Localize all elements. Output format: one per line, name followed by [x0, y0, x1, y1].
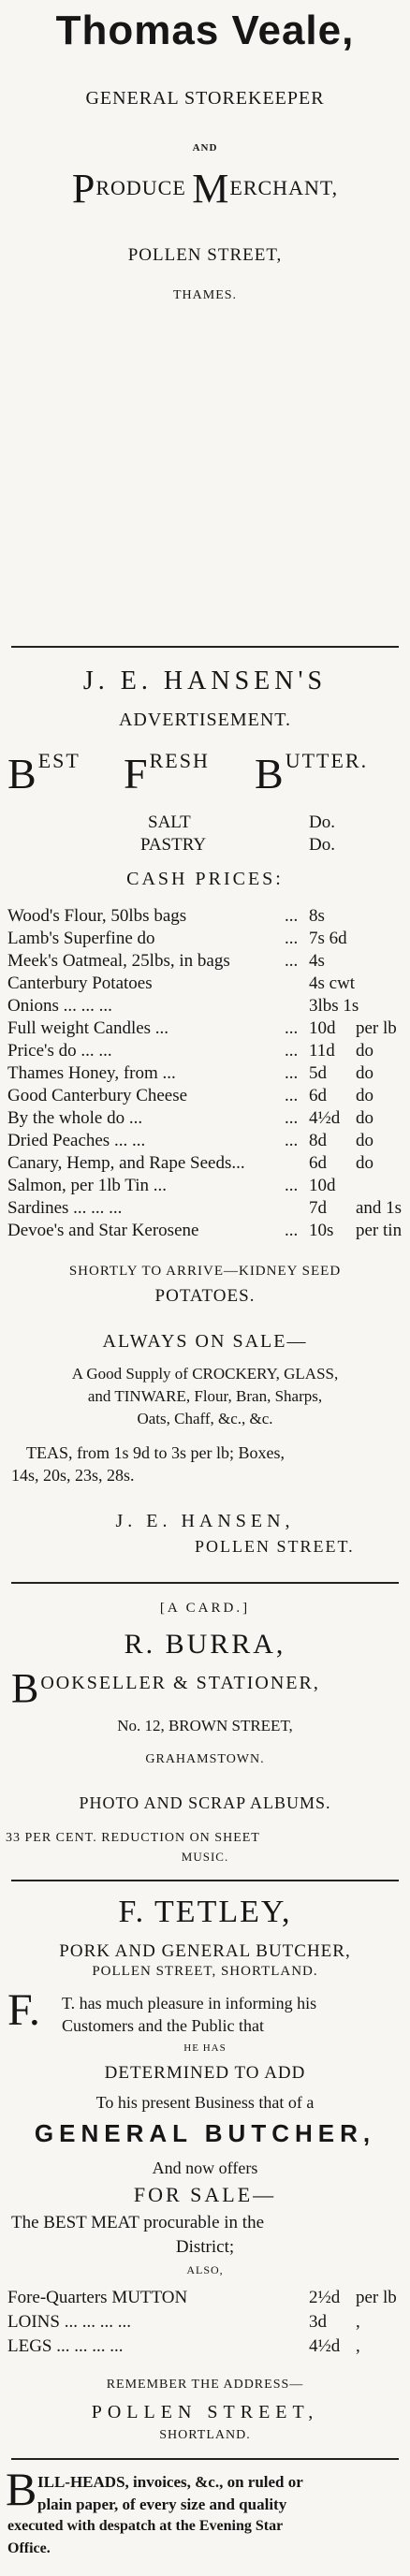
burra-music: MUSIC.	[181, 1850, 229, 1864]
teas-line1: TEAS, from 1s 9d to 3s per lb; Boxes,	[26, 1443, 285, 1462]
always-on-sale: ALWAYS ON SALE—	[102, 1331, 308, 1352]
veale-merchant: ERCHANT,	[229, 176, 339, 199]
hansen-butter-line	[7, 749, 403, 805]
supply-line2: and TINWARE, Flour, Bran, Sharps,	[87, 1387, 323, 1405]
veale-line2	[0, 165, 410, 212]
tetley-name: F. TETLEY,	[118, 1895, 292, 1929]
veale-town: THAMES.	[172, 288, 238, 302]
item-name: Price's do ... ...	[7, 1041, 112, 1061]
item-price: 11d	[309, 1041, 335, 1061]
teas-line2: 14s, 20s, 23s, 28s.	[11, 1466, 135, 1485]
burra-albums: PHOTO AND SCRAP ALBUMS.	[79, 1793, 331, 1812]
item-name: Onions ... ... ...	[7, 996, 112, 1016]
billheads-l4: Office.	[7, 2540, 51, 2556]
item-unit: do	[356, 1108, 373, 1128]
divider	[11, 646, 399, 648]
item-price: 4s cwt	[309, 973, 356, 993]
item-price: 4½d	[309, 2336, 341, 2356]
salt-label: SALT	[148, 812, 191, 832]
burra-cap: B	[11, 1665, 41, 1711]
item-price: 7d	[309, 1198, 327, 1218]
leader-dots: ...	[285, 1131, 299, 1150]
veale-cap-m: M	[192, 166, 230, 212]
leader-dots: ...	[285, 929, 299, 948]
item-unit: do	[356, 1086, 373, 1105]
item-price: 8s	[309, 906, 325, 926]
tetley-best1: The BEST MEAT procurable in the	[11, 2213, 264, 2232]
tetley-to-his: To his present Business that of a	[95, 2093, 315, 2112]
price-row	[7, 2312, 403, 2333]
item-price: 6d	[309, 1153, 327, 1173]
tetley-also: ALSO,	[186, 2263, 224, 2276]
item-price: 3d	[309, 2312, 327, 2332]
tetley-line2: POLLEN STREET, SHORTLAND.	[92, 1964, 318, 1979]
item-price: 10d	[309, 1018, 336, 1038]
item-unit: per lb	[356, 2288, 397, 2307]
tetley-street: POLLEN STREET,	[91, 2402, 319, 2422]
item-price: 4s	[309, 951, 325, 971]
pastry-row	[7, 835, 403, 856]
item-price: 8d	[309, 1131, 327, 1150]
pastry-label: PASTRY	[140, 835, 207, 855]
veale-cap-p: P	[71, 166, 96, 212]
tetley-general-butcher: GENERAL BUTCHER,	[34, 2119, 376, 2147]
item-name: Devoe's and Star Kerosene	[7, 1221, 199, 1240]
pastry-do: Do.	[309, 835, 335, 855]
veale-name: Thomas Veale,	[55, 7, 355, 53]
item-price: 10d	[309, 1176, 336, 1195]
price-row	[7, 1108, 403, 1129]
price-row	[7, 1221, 403, 1241]
cash-prices: CASH PRICES:	[126, 869, 284, 889]
butter-rest: UTTER.	[285, 749, 369, 772]
price-row	[7, 1131, 403, 1151]
item-name: Sardines ... ... ...	[7, 1198, 123, 1218]
item-unit: do	[356, 1041, 373, 1061]
tetley-now: And now offers	[152, 2159, 258, 2177]
burra-reduction: 33 PER CENT. REDUCTION ON SHEET	[6, 1831, 260, 1845]
tetley-he-has: HE HAS	[183, 2042, 227, 2054]
price-row	[7, 1041, 403, 1061]
item-name: Thames Honey, from ...	[7, 1063, 176, 1083]
tetley-best2: District;	[175, 2237, 235, 2257]
leader-dots: ...	[285, 906, 299, 926]
item-price: 4½d	[309, 1108, 341, 1128]
leader-dots: ...	[285, 951, 299, 971]
veale-line1: GENERAL STOREKEEPER	[85, 88, 325, 109]
price-row	[7, 2336, 403, 2357]
price-row	[7, 929, 403, 949]
best-rest: EST	[37, 749, 81, 772]
cap-fresh: F	[124, 750, 150, 798]
item-price: 5d	[309, 1063, 327, 1083]
price-row	[7, 2288, 403, 2308]
item-unit: and 1s	[356, 1198, 403, 1218]
veale-produce: RODUCE	[95, 176, 186, 199]
billheads-l3: executed with despatch at the Evening Star	[7, 2518, 284, 2534]
leader-dots: ...	[285, 1108, 299, 1128]
item-price: 3lbs 1s	[309, 996, 359, 1016]
price-row	[7, 973, 403, 994]
item-price: 2½d	[309, 2288, 341, 2307]
price-row	[7, 1153, 403, 1174]
leader-dots: ...	[285, 1086, 299, 1105]
tetley-dropcap: F.	[7, 1985, 40, 2035]
item-name: Meek's Oatmeal, 25lbs, in bags	[7, 951, 230, 971]
divider	[11, 2458, 399, 2460]
tetley-line1: PORK AND GENERAL BUTCHER,	[59, 1941, 351, 1961]
divider	[11, 1582, 399, 1584]
leader-dots: ...	[285, 1176, 299, 1195]
salt-row	[7, 812, 403, 833]
billheads-l1: ILL-HEADS, invoices, &c., on ruled or	[37, 2473, 303, 2491]
item-price: 6d	[309, 1086, 327, 1105]
price-row	[7, 996, 403, 1017]
price-row	[7, 906, 403, 927]
item-name: LEGS ... ... ... ...	[7, 2336, 124, 2356]
tetley-p2: Customers and the Public that	[62, 2016, 264, 2035]
veale-and: AND	[192, 142, 218, 154]
burra-town: GRAHAMSTOWN.	[145, 1752, 265, 1766]
item-name: Full weight Candles ...	[7, 1018, 169, 1038]
tetley-remember: REMEMBER THE ADDRESS—	[106, 2378, 304, 2392]
price-row	[7, 1176, 403, 1196]
billheads-dropcap: B	[6, 2463, 37, 2515]
price-row	[7, 1018, 403, 1039]
cap-best: B	[7, 750, 38, 798]
item-unit: per lb	[356, 1018, 397, 1038]
leader-dots: ...	[285, 1041, 299, 1061]
fresh-rest: RESH	[149, 749, 210, 772]
hansen-advert: ADVERTISEMENT.	[118, 710, 292, 730]
burra-bookseller-rest: OOKSELLER & STATIONER,	[40, 1673, 320, 1693]
item-name: Canary, Hemp, and Rape Seeds...	[7, 1153, 245, 1173]
item-unit: do	[356, 1063, 373, 1083]
item-name: Lamb's Superfine do	[7, 929, 155, 948]
tetley-town: SHORTLAND.	[159, 2428, 251, 2442]
price-row	[7, 1086, 403, 1106]
item-name: Fore-Quarters MUTTON	[7, 2288, 188, 2307]
item-name: Good Canterbury Cheese	[7, 1086, 188, 1105]
item-name: Canterbury Potatoes	[7, 973, 153, 993]
item-name: Wood's Flour, 50lbs bags	[7, 906, 187, 926]
burra-address: No. 12, BROWN STREET,	[117, 1717, 293, 1734]
item-unit: ,	[356, 2336, 360, 2356]
price-row	[7, 1198, 403, 1219]
item-name: LOINS ... ... ... ...	[7, 2312, 131, 2332]
hansen-name: J. E. HANSEN'S	[82, 666, 328, 695]
item-price: 7s 6d	[309, 929, 347, 948]
tetley-p1: T. has much pleasure in informing his	[62, 1994, 317, 2012]
tetley-determined: DETERMINED TO ADD	[104, 2063, 306, 2083]
salt-do: Do.	[309, 812, 335, 832]
cap-butter: B	[255, 750, 286, 798]
potatoes-line: POTATOES.	[154, 1286, 256, 1306]
burra-card: [A CARD.]	[159, 1601, 251, 1616]
leader-dots: ...	[285, 1063, 299, 1083]
shortly-line: SHORTLY TO ARRIVE—KIDNEY SEED	[68, 1264, 342, 1279]
item-unit: do	[356, 1131, 373, 1150]
hansen-street: POLLEN STREET.	[195, 1537, 355, 1556]
tetley-for-sale: FOR SALE—	[133, 2183, 277, 2206]
burra-bookseller	[11, 1664, 404, 1711]
item-unit: ,	[356, 2312, 360, 2332]
supply-line3: Oats, Chaff, &c., &c.	[137, 1410, 273, 1427]
item-price: 10s	[309, 1221, 334, 1240]
leader-dots: ...	[285, 1018, 299, 1038]
item-name: Salmon, per 1lb Tin ...	[7, 1176, 167, 1195]
veale-street: POLLEN STREET,	[127, 245, 283, 265]
billheads-l2: plain paper, of every size and quality	[37, 2496, 287, 2513]
leader-dots: ...	[285, 1221, 299, 1240]
item-unit: do	[356, 1153, 373, 1173]
burra-name: R. BURRA,	[124, 1629, 286, 1660]
supply-line1: A Good Supply of CROCKERY, GLASS,	[71, 1365, 339, 1383]
item-name: Dried Peaches ... ...	[7, 1131, 146, 1150]
item-name: By the whole do ...	[7, 1108, 143, 1128]
divider	[11, 1880, 399, 1881]
item-unit: per tin	[356, 1221, 403, 1240]
hansen-signature: J. E. HANSEN,	[115, 1511, 295, 1531]
price-row	[7, 1063, 403, 1084]
price-row	[7, 951, 403, 972]
